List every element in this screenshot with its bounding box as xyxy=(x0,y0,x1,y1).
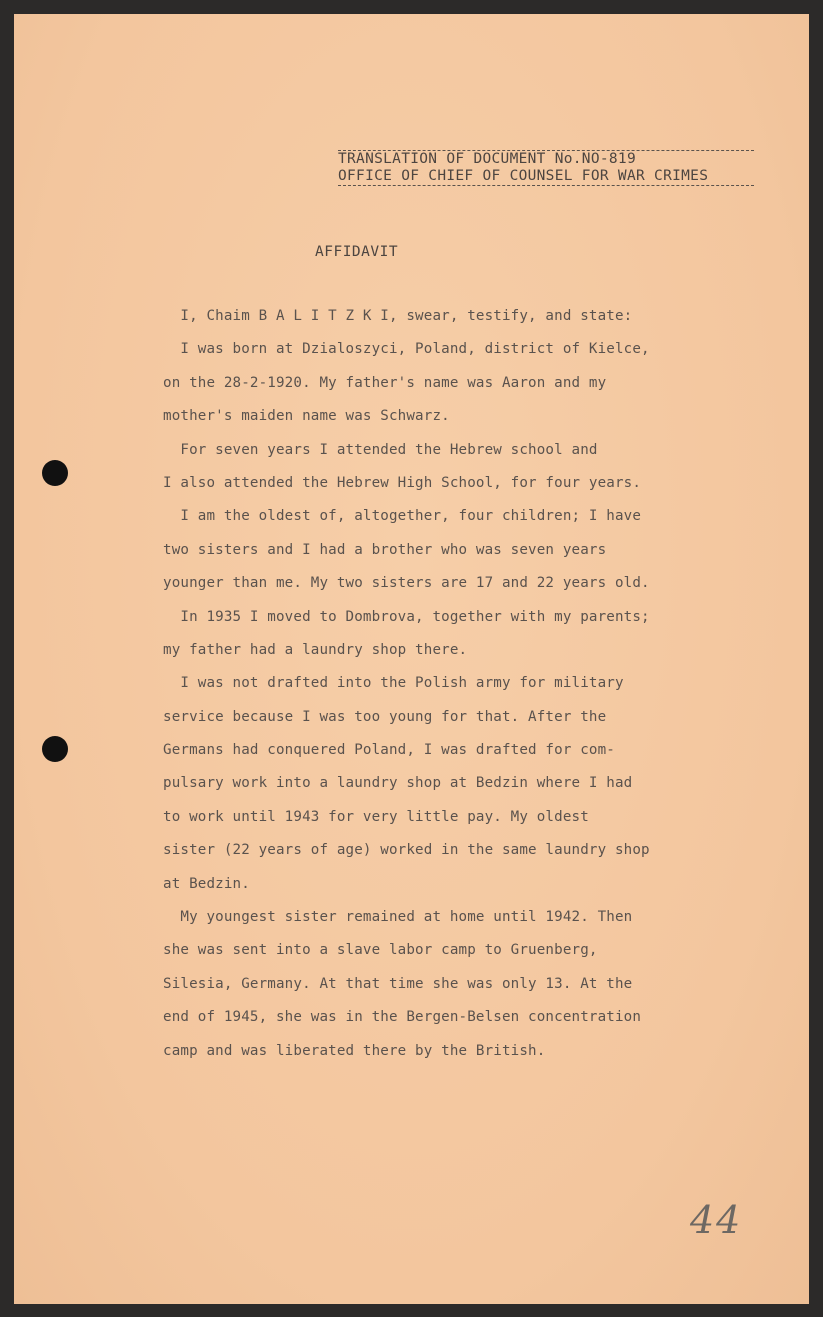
text-line: sister (22 years of age) worked in the same laundry shop xyxy=(163,842,650,859)
text-line: younger than me. My two sisters are 17 and 22 years old. xyxy=(163,575,650,592)
text-line: In 1935 I moved to Dombrova, together with my parents; xyxy=(163,608,650,625)
text-line: I was born at Dzialoszyci, Poland, district of Kielce, xyxy=(163,341,650,358)
text-line: I was not drafted into the Polish army for military xyxy=(163,675,624,692)
text-line: I, Chaim B A L I T Z K I, swear, testify, and state: xyxy=(163,308,633,324)
text-line: to work until 1943 for very little pay. My oldest xyxy=(163,808,589,825)
text-line: on the 28-2-1920. My father's name was Aaron and my xyxy=(163,374,607,391)
heading-line-2: OFFICE OF CHIEF OF COUNSEL FOR WAR CRIMES xyxy=(338,168,754,186)
text-line: my father had a laundry shop there. xyxy=(163,641,468,658)
text-line: two sisters and I had a brother who was seven years xyxy=(163,541,607,558)
heading-line-1: TRANSLATION OF DOCUMENT No.NO-819 xyxy=(338,150,754,168)
text-line: she was sent into a slave labor camp to Gruenberg, xyxy=(163,942,598,959)
text-line: Germans had conquered Poland, I was drafted for com- xyxy=(163,742,615,759)
punch-hole xyxy=(42,736,68,762)
text-line: end of 1945, she was in the Bergen-Belsen concentration xyxy=(163,1009,642,1026)
document-heading xyxy=(338,150,754,186)
text-line: My youngest sister remained at home until 1942. Then xyxy=(163,909,633,926)
text-line: I am the oldest of, altogether, four children; I have xyxy=(163,508,642,525)
document-title: AFFIDAVIT xyxy=(315,244,399,260)
text-line: For seven years I attended the Hebrew school and xyxy=(163,441,598,458)
text-line: pulsary work into a laundry shop at Bedzin where I had xyxy=(163,775,633,792)
text-line: at Bedzin. xyxy=(163,875,250,892)
punch-hole xyxy=(42,460,68,486)
handwritten-page-number: 44 xyxy=(690,1198,743,1242)
text-line: I also attended the Hebrew High School, for four years. xyxy=(163,474,642,491)
text-line: service because I was too young for that. After the xyxy=(163,708,607,725)
text-line: camp and was liberated there by the British. xyxy=(163,1042,546,1059)
text-line: Silesia, Germany. At that time she was only 13. At the xyxy=(163,975,633,992)
affidavit-body xyxy=(163,300,753,1068)
text-line: mother's maiden name was Schwarz. xyxy=(163,408,450,425)
